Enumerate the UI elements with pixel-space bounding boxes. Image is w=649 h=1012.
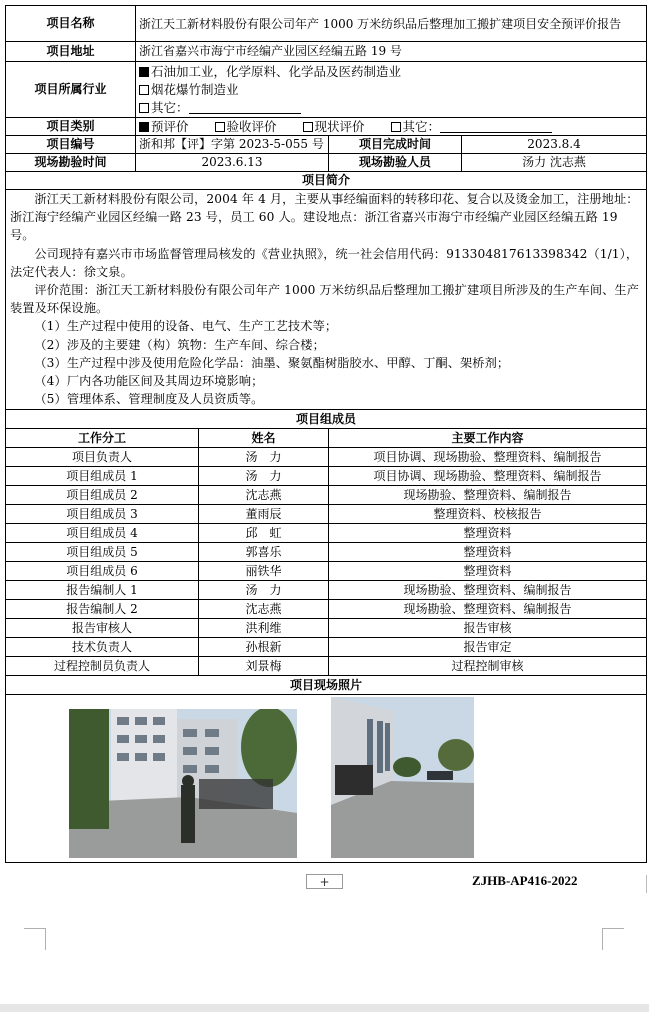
member-work: 报告审核 [329, 619, 647, 638]
member-role: 报告编制人 1 [6, 581, 199, 600]
photo-gate [335, 765, 373, 795]
member-name: 汤 力 [199, 581, 329, 600]
intro-item: （5）管理体系、管理制度及人员资质等。 [34, 392, 264, 407]
photos-title: 项目现场照片 [6, 676, 647, 695]
member-row [6, 448, 647, 467]
number-value: 浙和邦【评】字第 2023-5-055 号 [136, 136, 329, 154]
member-name: 汤 力 [199, 467, 329, 486]
completion-value: 2023.8.4 [462, 136, 647, 154]
members-title: 项目组成员 [6, 410, 647, 429]
member-work: 项目协调、现场勘验、整理资料、编制报告 [329, 448, 647, 467]
photos-cell [6, 695, 647, 863]
project-name-value: 浙江天工新材料股份有限公司年产 1000 万米纺织品后整理加工搬扩建项目安全预评价报告 [136, 6, 647, 42]
address-value: 浙江省嘉兴市海宁市经编产业园区经编五路 19 号 [136, 42, 647, 62]
member-row [6, 543, 647, 562]
survey-people-label: 现场勘验人员 [329, 154, 462, 172]
photo-gate [199, 779, 273, 809]
category-options [136, 118, 647, 136]
member-row [6, 657, 647, 676]
member-row [6, 467, 647, 486]
checkbox-icon [391, 122, 401, 132]
photo-car [427, 771, 453, 780]
member-role: 项目组成员 3 [6, 505, 199, 524]
member-work: 整理资料 [329, 562, 647, 581]
number-label: 项目编号 [6, 136, 136, 154]
member-name: 洪利维 [199, 619, 329, 638]
photo-tree [393, 757, 421, 777]
member-row [6, 600, 647, 619]
photo-person [181, 785, 195, 843]
intro-title: 项目简介 [6, 172, 647, 190]
intro-paragraph: 浙江天工新材料股份有限公司，2004 年 4 月，主要从事经编面料的转移印花、复合以及烫金加工，注册地址：浙江海宁经编产业园区经编一路 23 号，员工 60 人。建设地点：浙江省嘉兴市海宁市经编产业园区经编五路 19 号。 [10, 192, 639, 243]
photo-person-head [182, 775, 194, 787]
member-work: 过程控制审核 [329, 657, 647, 676]
member-row [6, 581, 647, 600]
industry-option[interactable]: 石油加工业，化学原料、化学品及医药制造业 [139, 63, 643, 81]
member-role: 项目组成员 1 [6, 467, 199, 486]
photo-tree [69, 709, 109, 829]
category-option[interactable]: 现状评价 [303, 119, 365, 134]
category-label: 项目类别 [6, 118, 136, 136]
member-role: 报告审核人 [6, 619, 199, 638]
category-option[interactable]: 验收评价 [215, 119, 277, 134]
member-work: 现场勘验、整理资料、编制报告 [329, 600, 647, 619]
checked-box-icon [139, 122, 149, 132]
member-role: 项目组成员 6 [6, 562, 199, 581]
category-option[interactable]: 其它： [391, 119, 553, 134]
member-name: 刘景梅 [199, 657, 329, 676]
completion-label: 项目完成时间 [329, 136, 462, 154]
col-header-role: 工作分工 [6, 429, 199, 448]
member-name: 董雨辰 [199, 505, 329, 524]
address-label: 项目地址 [6, 42, 136, 62]
member-role: 技术负责人 [6, 638, 199, 657]
intro-paragraph: 评价范围：浙江天工新材料股份有限公司年产 1000 万米纺织品后整理加工搬扩建项目所涉及的生产车间、生产装置及环保设施。 [10, 283, 639, 316]
other-blank-line [440, 121, 552, 133]
member-role: 项目组成员 5 [6, 543, 199, 562]
industry-option[interactable]: 其它： [139, 99, 643, 117]
member-name: 汤 力 [199, 448, 329, 467]
industry-options [136, 62, 647, 118]
checkbox-icon [139, 85, 149, 95]
member-work: 整理资料 [329, 543, 647, 562]
col-header-work: 主要工作内容 [329, 429, 647, 448]
member-role: 项目负责人 [6, 448, 199, 467]
photo-tree [438, 739, 474, 771]
member-work: 项目协调、现场勘验、整理资料、编制报告 [329, 467, 647, 486]
report-cover-table [5, 5, 647, 863]
member-work: 整理资料 [329, 524, 647, 543]
survey-people-value: 汤力 沈志燕 [462, 154, 647, 172]
member-row [6, 505, 647, 524]
checkbox-icon [215, 122, 225, 132]
member-row [6, 619, 647, 638]
project-name-label: 项目名称 [6, 6, 136, 42]
col-header-name: 姓名 [199, 429, 329, 448]
survey-time-label: 现场勘验时间 [6, 154, 136, 172]
member-name: 郭喜乐 [199, 543, 329, 562]
member-work: 现场勘验、整理资料、编制报告 [329, 581, 647, 600]
document-code: ZJHB-AP416-2022 [472, 873, 578, 888]
member-name: 丽铁华 [199, 562, 329, 581]
member-row [6, 486, 647, 505]
member-work: 报告审定 [329, 638, 647, 657]
member-row [6, 638, 647, 657]
site-photo-1 [69, 709, 297, 858]
intro-item: （4）厂内各功能区间及其周边环境影响； [34, 374, 264, 389]
photo-tree [241, 709, 297, 787]
intro-item: （1）生产过程中使用的设备、电气、生产工艺技术等； [34, 319, 338, 334]
members-header-row [6, 429, 647, 448]
page-gap-strip [0, 1004, 649, 1012]
survey-time-value: 2023.6.13 [136, 154, 329, 172]
intro-item: （3）生产过程中涉及使用危险化学品：油墨、聚氨酯树脂胶水、甲醇、丁酮、架桥剂； [34, 355, 510, 370]
intro-body [6, 190, 647, 410]
site-photo-2 [331, 697, 474, 858]
member-role: 项目组成员 4 [6, 524, 199, 543]
member-role: 过程控制员负责人 [6, 657, 199, 676]
member-name: 沈志燕 [199, 486, 329, 505]
other-blank-line [189, 102, 301, 114]
checkbox-icon [303, 122, 313, 132]
checkbox-icon [139, 103, 149, 113]
industry-label: 项目所属行业 [6, 62, 136, 118]
member-work: 整理资料、校核报告 [329, 505, 647, 524]
member-role: 项目组成员 2 [6, 486, 199, 505]
industry-option[interactable]: 烟花爆竹制造业 [139, 81, 643, 99]
crop-mark-right [602, 928, 624, 950]
category-option[interactable]: 预评价 [139, 119, 189, 134]
member-role: 报告编制人 2 [6, 600, 199, 619]
checked-box-icon [139, 67, 149, 77]
member-name: 邱 虹 [199, 524, 329, 543]
intro-paragraph: 公司现持有嘉兴市市场监督管理局核发的《营业执照》，统一社会信用代码：913304817613398342（1/1），法定代表人：徐文泉。 [10, 246, 639, 279]
add-page-button[interactable]: + [306, 874, 343, 889]
intro-item: （2）涉及的主要建（构）筑物：生产车间、综合楼； [34, 337, 325, 352]
member-row [6, 562, 647, 581]
member-work: 现场勘验、整理资料、编制报告 [329, 486, 647, 505]
members-rows [6, 448, 647, 676]
member-name: 沈志燕 [199, 600, 329, 619]
member-row [6, 524, 647, 543]
crop-mark-left [24, 928, 46, 950]
member-name: 孙根新 [199, 638, 329, 657]
